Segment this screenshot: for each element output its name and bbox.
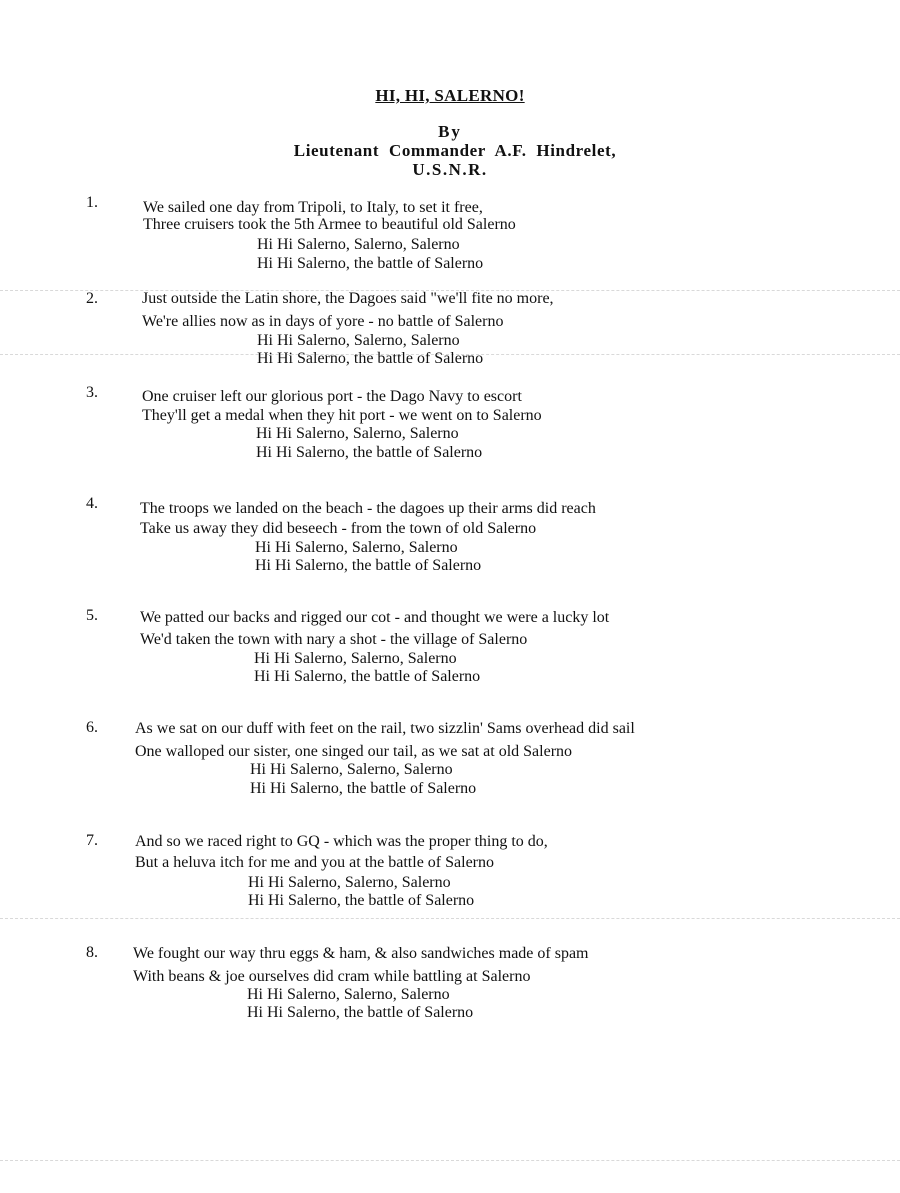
verse-line: As we sat on our duff with feet on the rail, two sizzlin' Sams overhead did sail xyxy=(135,720,635,737)
chorus-line: Hi Hi Salerno, the battle of Salerno xyxy=(255,557,482,574)
verse-line: Three cruisers took the 5th Armee to beautiful old Salerno xyxy=(143,216,516,233)
stanza-number: 6. xyxy=(86,719,98,736)
chorus-line: Hi Hi Salerno, the battle of Salerno xyxy=(248,892,475,909)
scan-rule xyxy=(0,918,900,919)
stanza-number: 3. xyxy=(86,384,98,401)
byline-rank: U.S.N.R. xyxy=(412,160,488,179)
stanza-number: 5. xyxy=(86,607,98,624)
verse-line: But a heluva itch for me and you at the battle of Salerno xyxy=(135,854,494,871)
verse-line: And so we raced right to GQ - which was the proper thing to do, xyxy=(135,833,548,850)
song-title: HI, HI, SALERNO! xyxy=(375,86,525,105)
verse-line: The troops we landed on the beach - the dagoes up their arms did reach xyxy=(140,500,596,517)
chorus-line: Hi Hi Salerno, the battle of Salerno xyxy=(257,350,484,367)
stanza-number: 1. xyxy=(86,194,98,211)
stanza-number: 7. xyxy=(86,832,98,849)
chorus-line: Hi Hi Salerno, Salerno, Salerno xyxy=(257,236,460,253)
verse-line: One cruiser left our glorious port - the Dago Navy to escort xyxy=(142,388,522,405)
chorus-line: Hi Hi Salerno, Salerno, Salerno xyxy=(248,874,451,891)
verse-line: We patted our backs and rigged our cot - and thought we were a lucky lot xyxy=(140,609,610,626)
chorus-line: Hi Hi Salerno, Salerno, Salerno xyxy=(247,986,450,1003)
chorus-line: Hi Hi Salerno, Salerno, Salerno xyxy=(250,761,453,778)
chorus-line: Hi Hi Salerno, the battle of Salerno xyxy=(254,668,481,685)
verse-line: We're allies now as in days of yore - no battle of Salerno xyxy=(142,313,504,330)
chorus-line: Hi Hi Salerno, the battle of Salerno xyxy=(247,1004,474,1021)
byline-author: Lieutenant Commander A.F. Hindrelet, xyxy=(293,141,617,160)
chorus-line: Hi Hi Salerno, Salerno, Salerno xyxy=(255,539,458,556)
stanza-number: 8. xyxy=(86,944,98,961)
verse-line: We sailed one day from Tripoli, to Italy, to set it free, xyxy=(143,199,483,216)
verse-line: They'll get a medal when they hit port - we went on to Salerno xyxy=(142,407,542,424)
verse-line: We'd taken the town with nary a shot - the village of Salerno xyxy=(140,631,528,648)
chorus-line: Hi Hi Salerno, the battle of Salerno xyxy=(256,444,483,461)
byline xyxy=(0,122,900,179)
verse-line: One walloped our sister, one singed our tail, as we sat at old Salerno xyxy=(135,743,573,760)
chorus-line: Hi Hi Salerno, the battle of Salerno xyxy=(257,255,484,272)
chorus-line: Hi Hi Salerno, Salerno, Salerno xyxy=(256,425,459,442)
scan-rule xyxy=(0,1160,900,1161)
verse-line: We fought our way thru eggs & ham, & also sandwiches made of spam xyxy=(133,945,589,962)
stanza-number: 2. xyxy=(86,290,98,307)
chorus-line: Hi Hi Salerno, the battle of Salerno xyxy=(250,780,477,797)
verse-line: Take us away they did beseech - from the town of old Salerno xyxy=(140,520,537,537)
verse-line: With beans & joe ourselves did cram while battling at Salerno xyxy=(133,968,531,985)
byline-by: By xyxy=(438,122,462,141)
chorus-line: Hi Hi Salerno, Salerno, Salerno xyxy=(257,332,460,349)
chorus-line: Hi Hi Salerno, Salerno, Salerno xyxy=(254,650,457,667)
verse-line: Just outside the Latin shore, the Dagoes said "we'll fite no more, xyxy=(142,290,554,307)
stanza-number: 4. xyxy=(86,495,98,512)
